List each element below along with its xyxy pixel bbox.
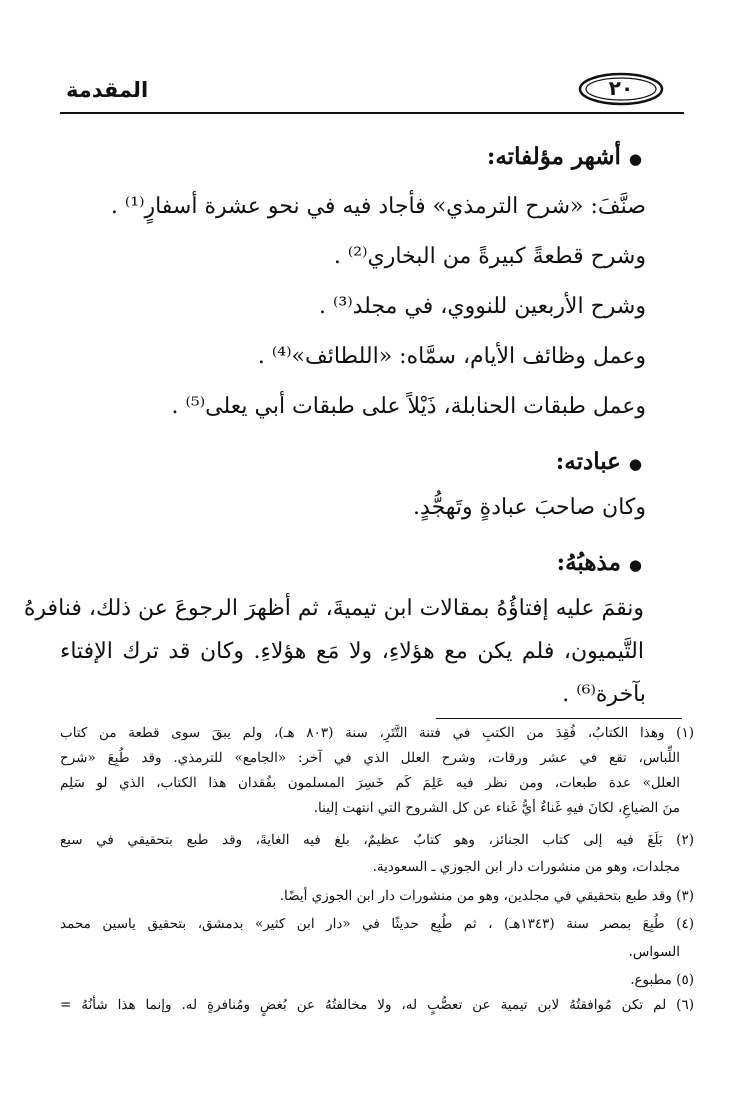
madhhab-line: بآخرة⁽⁶⁾ . — [562, 682, 646, 707]
footnote-line: اللِّباس، تقع في عشر ورقات، وشرح العلل الذي في آخر: «الجامع» للترمذي. وقد طُبِعَ «شرح — [60, 750, 680, 766]
heading-works: ●أشهر مؤلفاته: — [486, 143, 642, 170]
footnote-line: (٥) مطبوع. — [630, 972, 694, 988]
footnote-line: (٣) وقد طبع بتحقيقي في مجلدين، وهو من منشورات دار ابن الجوزي أيضًا. — [279, 888, 694, 904]
bullet-icon: ● — [628, 150, 642, 168]
bullet-icon: ● — [628, 556, 642, 574]
footnote-line: منَ الضياعِ، لكانَ فيهِ غَناءٌ أيُّ غَناء عن كل الشروح التي انتهت إلينا. — [313, 800, 680, 816]
footnote-line: العلل» عدة طبعات، ومن نظر فيه عَلِمَ كَم خَسِرَ المسلمون بفُقدان هذا الكتاب، الذي لو سَلِم — [60, 775, 680, 791]
heading-worship: ●عبادته: — [555, 448, 642, 475]
footnote-separator — [436, 718, 682, 719]
madhhab-line: التَّيميون، فلم يكن مع هؤلاءِ، ولا مَع هؤلاءِ. وكان قد ترك الإفتاء — [60, 639, 644, 664]
works-line: وعمل وظائف الأيام، سمَّاه: «اللطائف»⁽⁴⁾ . — [257, 344, 646, 369]
footnote-line: (١) وهذا الكتابُ، فُقِدَ من الكتبِ في فتنة التَّتَرِ، سنة (٨٠٣ هـ)، ولم يبقَ سوى قطعة من كتاب — [60, 725, 694, 741]
footnote-line: (٤) طُبِعَ بمصر سنة (١٣٤٣هـ) ، ثم طُبِع حديثًا في «دار ابن كثير» بدمشق، بتحقيق ياسين محمد — [60, 916, 694, 932]
running-header-title: المقدمة — [66, 78, 149, 102]
header-rule — [60, 112, 684, 114]
works-line: وعمل طبقات الحنابلة، ذَيْلاً على طبقات أبي يعلى⁽⁵⁾ . — [171, 394, 646, 419]
footnote-line: مجلدات، وهو من منشورات دار ابن الجوزي ـ السعودية. — [372, 859, 680, 875]
footnote-line: (٢) بَلَغَ فيه إلى كتاب الجنائز، وهو كتابٌ عظيمٌ، بلغ فيه الغايةَ، وقد طبع بتحقيقي في سبع — [60, 832, 694, 848]
madhhab-line: ونقمَ عليه إفتاؤُهُ بمقالات ابن تيميةَ، ثم أظهرَ الرجوعَ عن ذلك، فنافرهُ — [23, 596, 644, 621]
footnote-line: (٦) لم تكن مُوافقتُهُ لابن تيمية عن تعصُّبٍ له، ولا مخالفتُهُ عن بُغضٍ ومُنافرةٍ له. وإنما هذا شأنُهُ = — [60, 997, 694, 1013]
page-number: ٢٠ — [608, 76, 634, 100]
works-line: صنَّفَ: «شرح الترمذي» فأجاد فيه في نحو عشرة أسفارٍ⁽¹⁾ . — [110, 194, 646, 219]
bullet-icon: ● — [628, 455, 642, 473]
works-line: وشرح الأربعين للنووي، في مجلد⁽³⁾ . — [318, 294, 646, 319]
page-number-badge — [578, 72, 664, 106]
heading-madhhab: ●مذهبُهُ: — [556, 549, 642, 576]
worship-text: وكان صاحبَ عبادةٍ وتَهجُّدٍ. — [413, 495, 646, 520]
works-line: وشرح قطعةً كبيرةً من البخاري⁽²⁾ . — [333, 244, 646, 269]
footnote-line: السواس. — [628, 944, 680, 960]
